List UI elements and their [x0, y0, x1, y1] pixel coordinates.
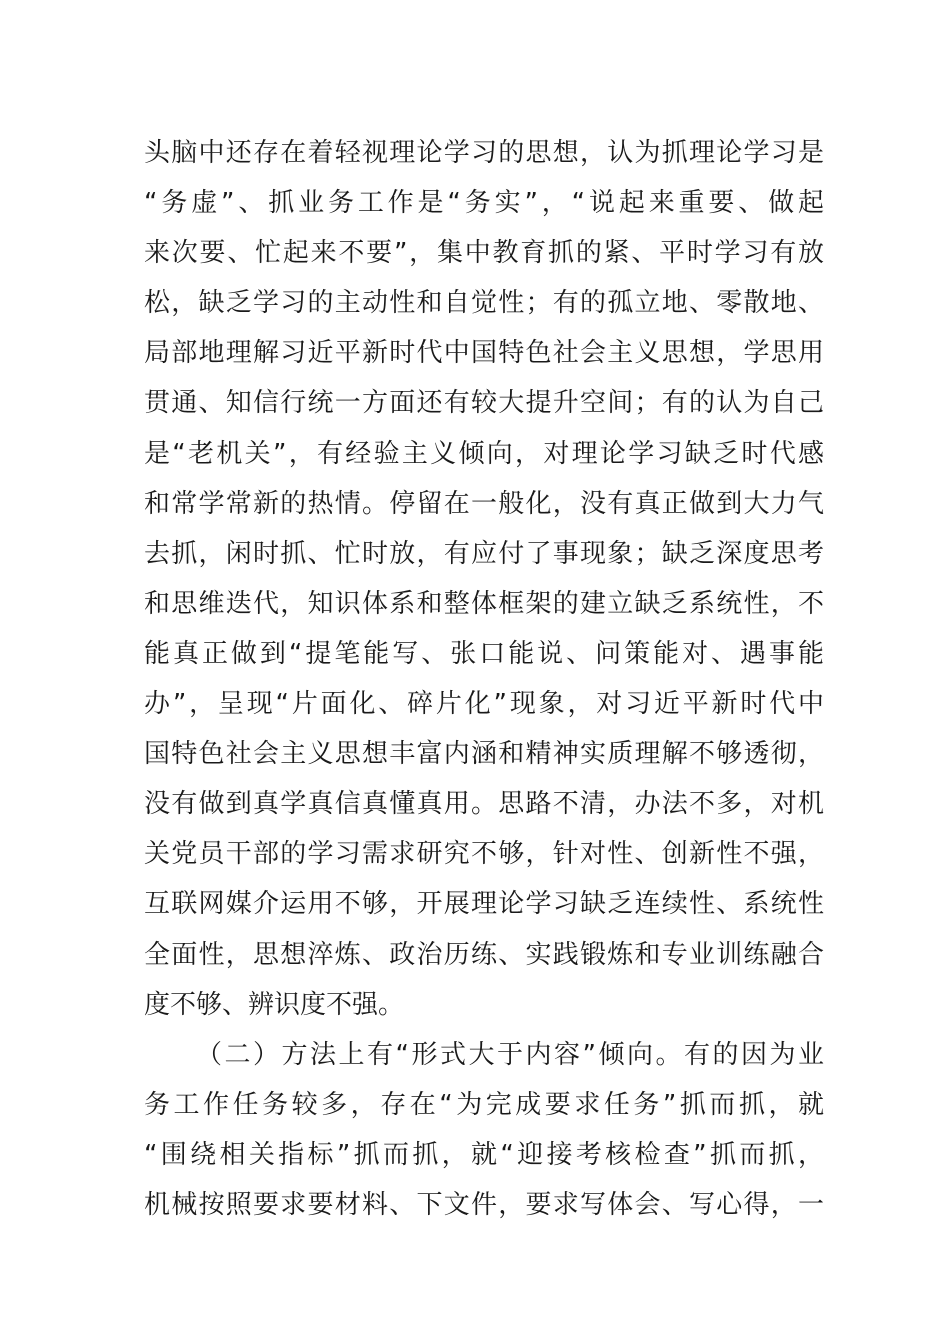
paragraph-end-line: 度不够、辨识度不强。 — [144, 989, 405, 1020]
text-line: 互联网媒介运用不够，开展理论学习缺乏连续性、系统性 — [144, 889, 824, 920]
text-line: 能真正做到“提笔能写、张口能说、问策能对、遇事能 — [144, 638, 824, 669]
text-line: 来次要、忙起来不要”，集中教育抓的紧、平时学习有放 — [144, 238, 824, 269]
text-line: 务工作任务较多，存在“为完成要求任务”抓而抓，就 — [144, 1089, 824, 1120]
text-line: 松，缺乏学习的主动性和自觉性；有的孤立地、零散地、 — [144, 288, 824, 319]
text-line: 局部地理解习近平新时代中国特色社会主义思想，学思用 — [144, 338, 824, 369]
text-line: 机械按照要求要材料、下文件，要求写体会、写心得，一 — [144, 1189, 824, 1220]
section-heading-line: （二）方法上有“形式大于内容”倾向。有的因为业 — [196, 1039, 824, 1070]
text-line: 和思维迭代，知识体系和整体框架的建立缺乏系统性，不 — [144, 588, 824, 619]
text-line: 全面性，思想淬炼、政治历练、实践锻炼和专业训练融合 — [144, 939, 824, 970]
text-line: 关党员干部的学习需求研究不够，针对性、创新性不强， — [144, 839, 824, 870]
text-line: 和常学常新的热情。停留在一般化，没有真正做到大力气 — [144, 488, 824, 519]
text-line: “务虚”、抓业务工作是“务实”，“说起来重要、做起 — [144, 188, 824, 219]
body-text — [144, 128, 824, 1230]
text-line: 是“老机关”，有经验主义倾向，对理论学习缺乏时代感 — [144, 438, 824, 469]
text-line: 去抓，闲时抓、忙时放，有应付了事现象；缺乏深度思考 — [144, 538, 824, 569]
text-line: 头脑中还存在着轻视理论学习的思想，认为抓理论学习是 — [144, 138, 824, 168]
text-line: 没有做到真学真信真懂真用。思路不清，办法不多，对机 — [144, 789, 824, 820]
text-line: “围绕相关指标”抓而抓，就“迎接考核检查”抓而抓， — [144, 1139, 824, 1170]
text-line: 办”，呈现“片面化、碎片化”现象，对习近平新时代中 — [144, 689, 824, 720]
text-line: 贯通、知信行统一方面还有较大提升空间；有的认为自己 — [144, 388, 824, 419]
text-line: 国特色社会主义思想丰富内涵和精神实质理解不够透彻， — [144, 739, 824, 770]
